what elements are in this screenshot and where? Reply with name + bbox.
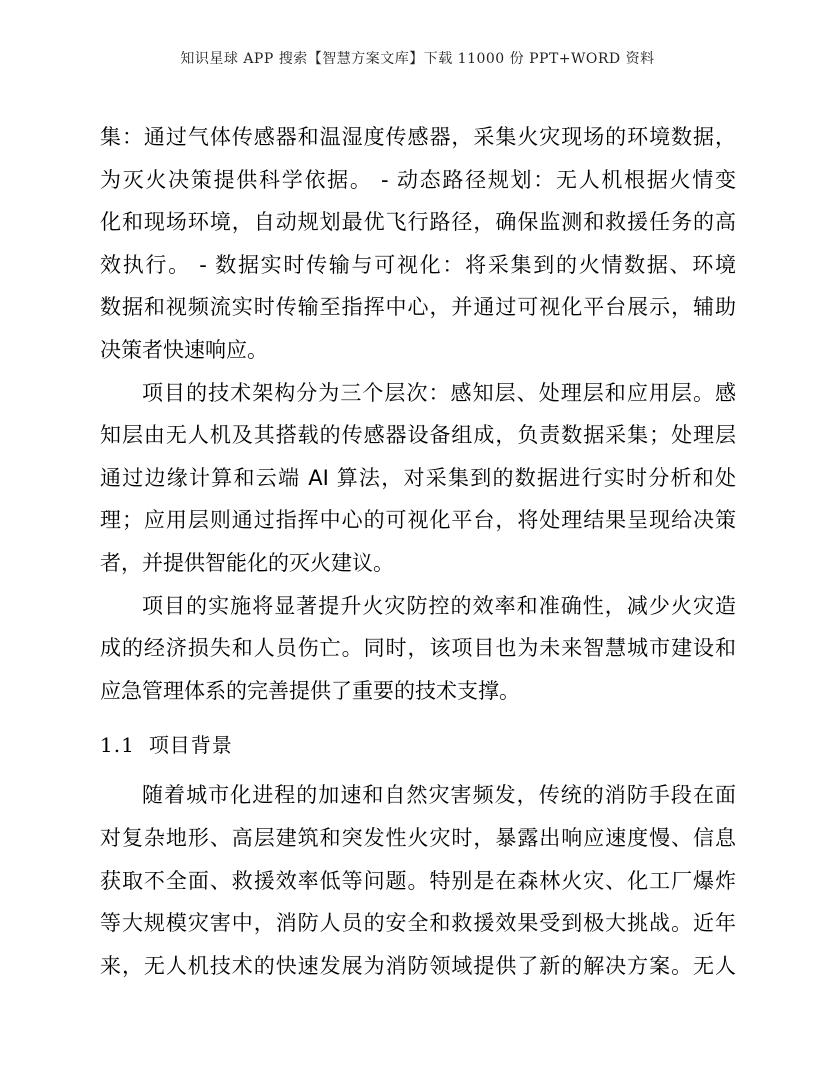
text-line: 理；应用层则通过指挥中心的可视化平台，将处理结果呈现给决策 [100,508,736,533]
paragraph [100,372,736,585]
text-line: 数据和视频流实时传输至指挥中心，并通过可视化平台展示，辅助 [100,295,736,320]
text-line: 成的经济损失和人员伤亡。同时，该项目也为未来智慧城市建设和 [100,636,736,661]
text-line: 来，无人机技术的快速发展为消防领域提供了新的解决方案。无人 [100,953,736,978]
paragraph [100,116,736,372]
section-number: 1.1 [100,733,135,758]
section-heading [100,716,736,774]
text-line: 者，并提供智能化的灭火建议。 [100,550,394,575]
text-line: 等大规模灾害中，消防人员的安全和救援效果受到极大挑战。近年 [100,911,736,936]
paragraph [100,585,736,713]
page-header: 知识星球 APP 搜索【智慧方案文库】下载 11000 份 PPT+WORD 资料 [180,51,655,67]
text-line: 集：通过气体传感器和温湿度传感器，采集火灾现场的环境数据， [100,125,736,149]
text-line: 项目的实施将显著提升火灾防控的效率和准确性，减少火灾造 [142,593,736,618]
text-line: 随着城市化进程的加速和自然灾害频发，传统的消防手段在面 [142,783,736,808]
text-line: 知层由无人机及其搭载的传感器设备组成，负责数据采集；处理层 [100,423,736,448]
text-line: 通过边缘计算和云端 AI 算法，对采集到的数据进行实时分析和处 [100,465,736,490]
text-line: 应急管理体系的完善提供了重要的技术支撑。 [100,678,520,703]
text-line: 项目的技术架构分为三个层次：感知层、处理层和应用层。感 [142,380,736,405]
text-line: 化和现场环境，自动规划最优飞行路径，确保监测和救援任务的高 [100,210,736,235]
text-line: 为灭火决策提供科学依据。 - 动态路径规划：无人机根据火情变 [100,167,736,192]
text-line: 对复杂地形、高层建筑和突发性火灾时，暴露出响应速度慢、信息 [100,825,736,850]
text-line: 获取不全面、救援效率低等问题。特别是在森林火灾、化工厂爆炸 [100,868,736,893]
paragraph [100,774,736,987]
text-line: 决策者快速响应。 [100,337,268,362]
document-body [100,116,736,987]
text-line: 效执行。 - 数据实时传输与可视化：将采集到的火情数据、环境 [100,252,736,277]
section-title: 项目背景 [148,733,233,758]
